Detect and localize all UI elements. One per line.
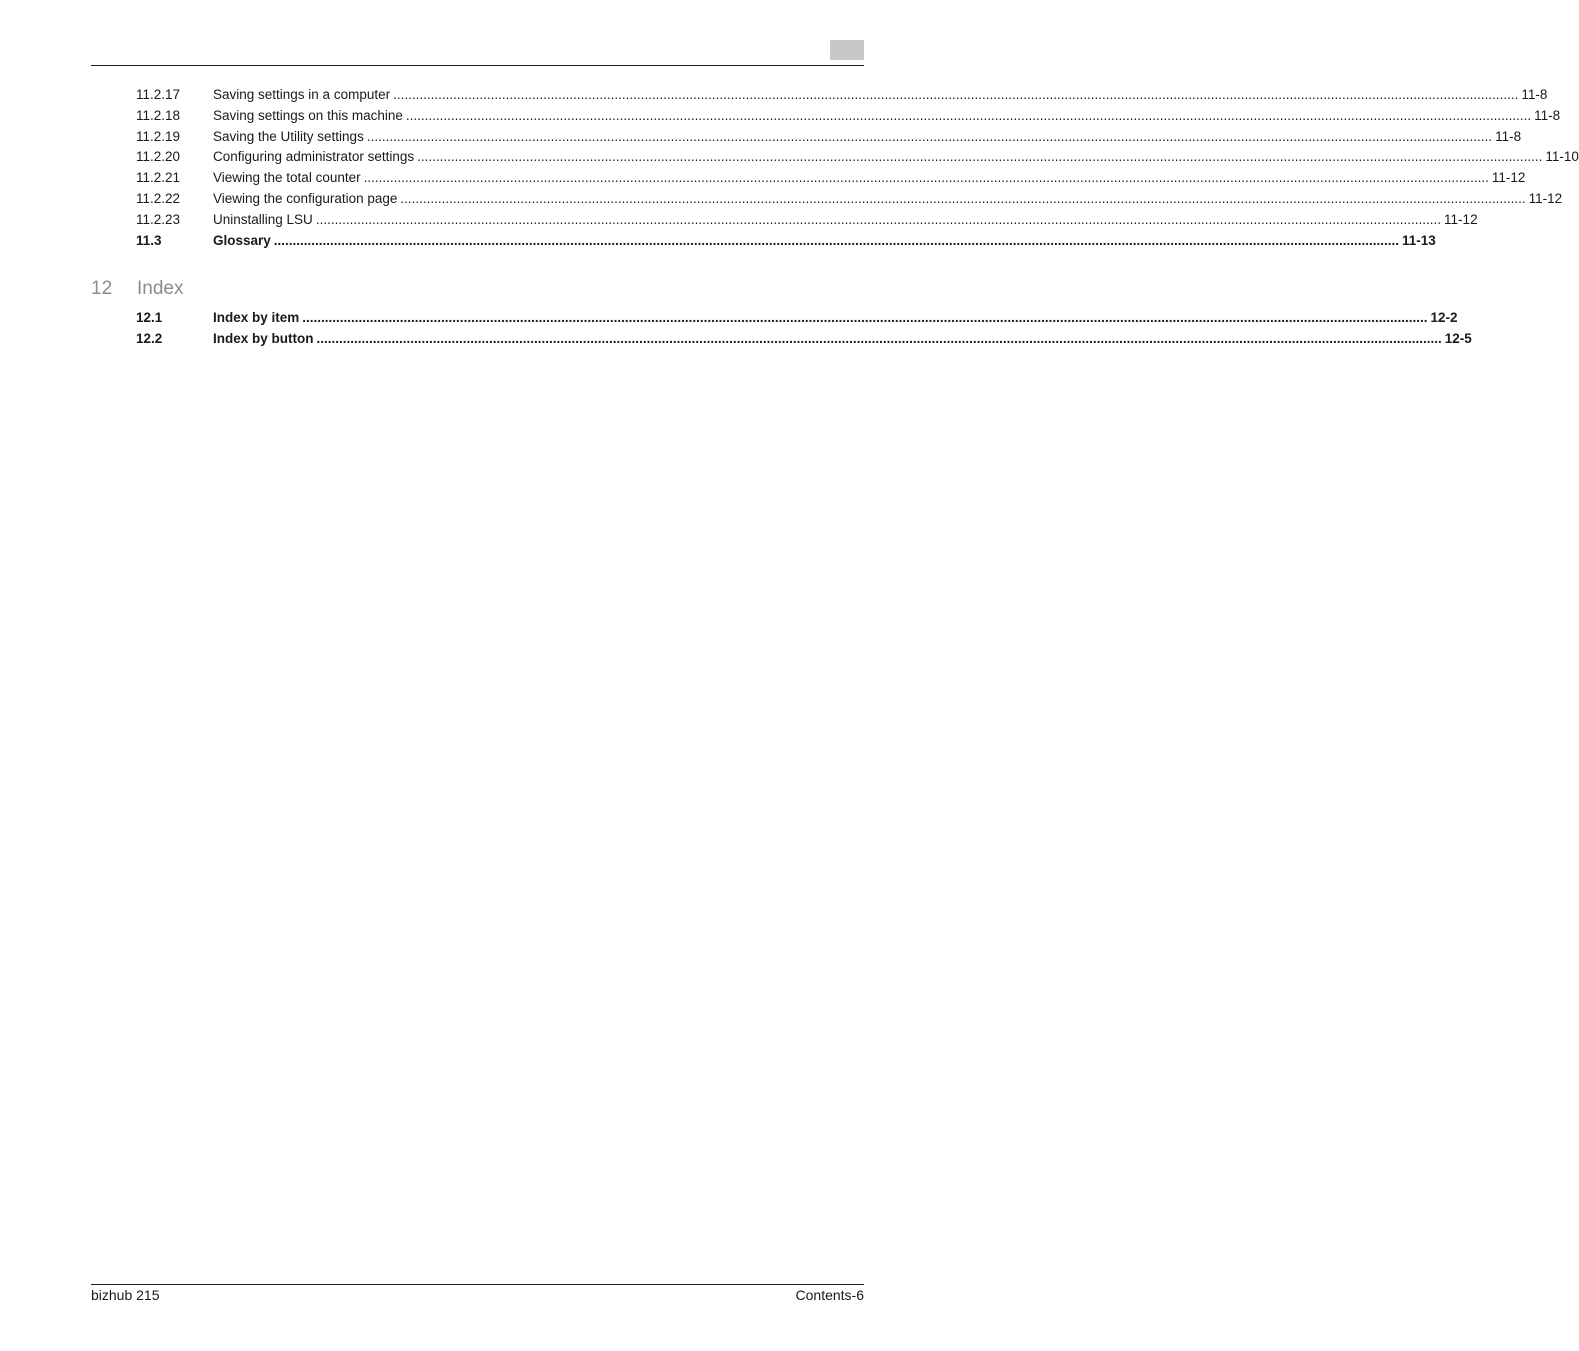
dot-leader: ............................................................................................................................................................................................................................................................................................................ [366,128,1493,144]
toc-entry-number: 11.2.18 [136,107,181,123]
toc-entry[interactable] [136,86,1548,104]
toc-entry[interactable] [136,232,1436,250]
dot-leader: ............................................................................................................................................................................................................................................................................................................ [417,149,1543,165]
toc-entry-title: Configuring administrator settings [213,149,415,165]
toc-entry-page: 12-5 [1444,331,1472,346]
toc-entry-page: 11-12 [1491,170,1526,186]
dot-leader: ............................................................................................................................................................................................................................................................................................................ [393,87,1519,102]
toc-entry-title: Saving settings on this machine [213,107,403,123]
toc-entry-number: 11.2.17 [136,87,181,102]
toc-entry-number: 12.2 [136,331,163,346]
toc-entry-title: Saving the Utility settings [213,128,364,144]
toc-entry[interactable] [136,128,1522,146]
dot-leader: ............................................................................................................................................................................................................................................................................................................ [302,310,1428,325]
toc-entry-number: 11.2.19 [136,128,181,144]
toc-entry-page: 11-13 [1402,232,1436,248]
toc-entry[interactable] [136,330,1472,348]
toc-entry-number: 11.3 [136,232,162,248]
dot-leader: ............................................................................................................................................................................................................................................................................................................ [400,191,1526,206]
toc-entry-number: 11.2.20 [136,149,181,165]
chapter-heading [91,278,183,302]
toc-entry-title: Uninstalling LSU [213,211,313,227]
dot-leader: ............................................................................................................................................................................................................................................................................................................ [273,232,1400,248]
footer-rule [91,1284,864,1285]
dot-leader: ............................................................................................................................................................................................................................................................................................................ [363,170,1489,186]
toc-entry[interactable] [136,148,1579,166]
toc-entry-number: 11.2.21 [136,170,181,186]
toc-entry-page: 11-12 [1444,211,1478,227]
toc-entry[interactable] [136,190,1563,208]
footer-page-number: Contents-6 [795,1287,864,1303]
toc-entry[interactable] [136,309,1458,327]
toc-entry-number: 11.2.22 [136,191,181,206]
toc-entry-title: Index by button [213,331,314,346]
toc-entry-title: Index by item [213,310,300,325]
toc-entry-page: 11-12 [1528,191,1563,206]
toc-entry-title: Saving settings in a computer [213,87,391,102]
footer-product-name: bizhub 215 [91,1287,160,1303]
header-tab-marker [830,40,864,60]
toc-entry-page: 11-10 [1545,149,1579,165]
chapter-number: 12 [91,278,113,299]
toc-entry-title: Viewing the configuration page [213,191,398,206]
toc-entry[interactable] [136,169,1526,187]
toc-entry-page: 11-8 [1534,107,1561,123]
toc-entry-title: Viewing the total counter [213,170,361,186]
chapter-title: Index [137,278,184,299]
toc-entry[interactable] [136,107,1561,125]
toc-entry-page: 12-2 [1430,310,1458,325]
toc-entry[interactable] [136,211,1478,229]
toc-entry-title: Glossary [213,232,271,248]
dot-leader: ............................................................................................................................................................................................................................................................................................................ [315,211,1442,227]
toc-entry-number: 11.2.23 [136,211,181,227]
toc-entry-page: 11-8 [1521,87,1548,102]
toc-entry-number: 12.1 [136,310,163,325]
header-rule [91,65,864,66]
dot-leader: ............................................................................................................................................................................................................................................................................................................ [316,331,1442,346]
toc-entry-page: 11-8 [1495,128,1522,144]
dot-leader: ............................................................................................................................................................................................................................................................................................................ [405,107,1532,123]
